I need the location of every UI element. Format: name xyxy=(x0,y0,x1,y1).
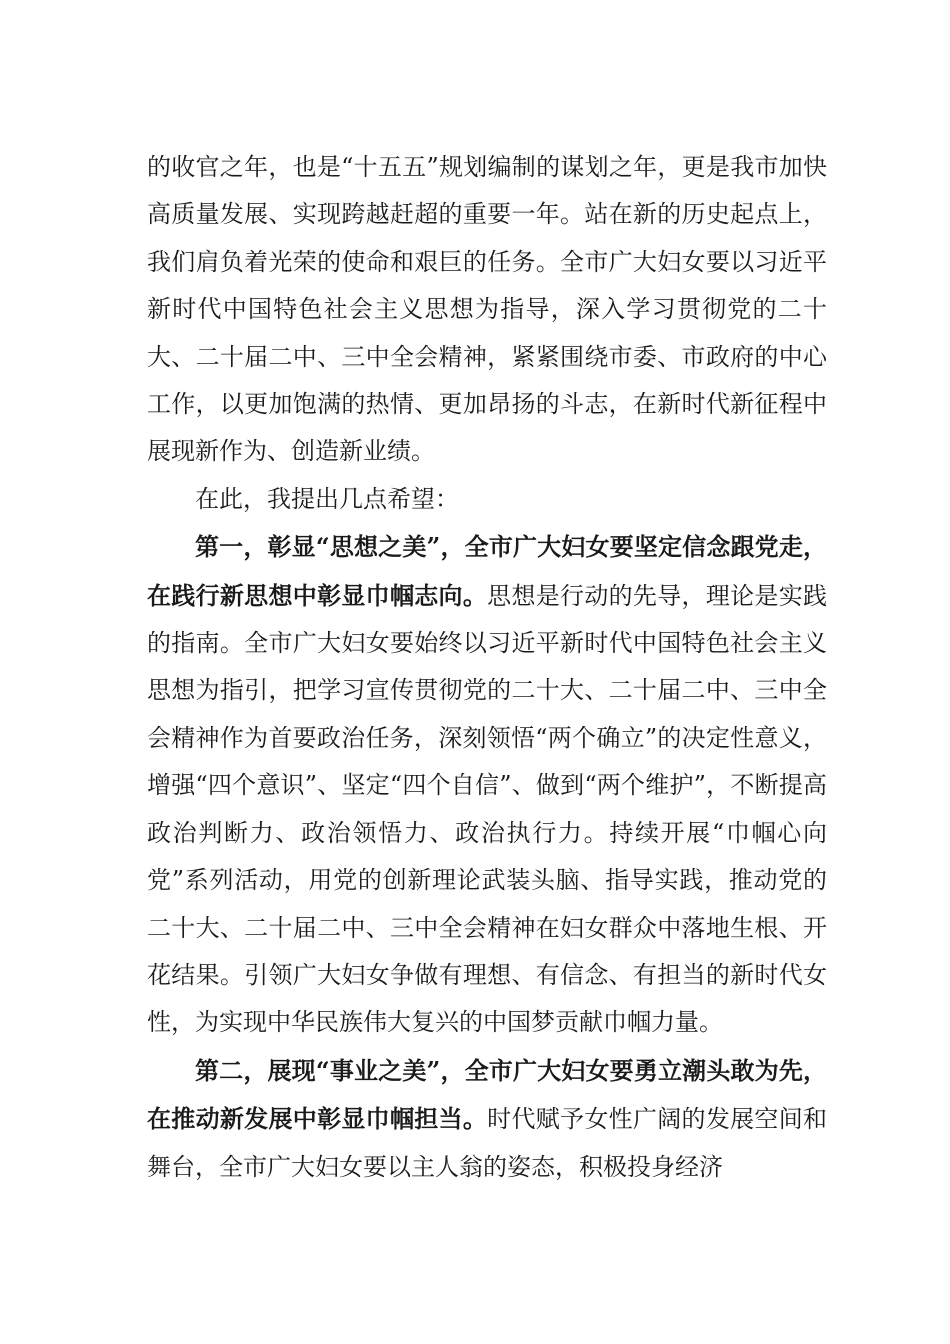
second-point-heading: 第二，展现“事业之美”，全市广大妇女要勇立潮头敢为先，在推动新发展中彰显巾帼担当。 xyxy=(147,1055,827,1134)
document-body xyxy=(147,144,827,1191)
paragraph-first-point xyxy=(147,523,827,1046)
paragraph-continuation: 的收官之年，也是“十五五”规划编制的谋划之年，更是我市加快高质量发展、实现跨越赶超的重要一年。站在新的历史起点上，我们肩负着光荣的使命和艰巨的任务。全市广大妇女要以习近平新时代中国特色社会主义思想为指导，深入学习贯彻党的二十大、二十届二中、三中全会精神，紧紧围绕市委、市政府的中心工作，以更加饱满的热情、更加昂扬的斗志，在新时代新征程中展现新作为、创造新业绩。 xyxy=(147,153,827,466)
first-point-heading: 第一，彰显“思想之美”，全市广大妇女要坚定信念跟党走，在践行新思想中彰显巾帼志向。 xyxy=(147,532,827,610)
second-point-body: 时代赋予女性广阔的发展空间和舞台，全市广大妇女要以主人翁的姿态，积极投身经济 xyxy=(147,1105,828,1181)
first-point-body: 思想是行动的先导，理论是实践的指南。全市广大妇女要始终以习近平新时代中国特色社会主义思想为指引，把学习宣传贯彻党的二十大、二十届二中、三中全会精神作为首要政治任务，深刻领悟“两个确立”的决定性意义，增强“四个意识”、坚定“四个自信”、做到“两个维护”，不断提高政治判断力、政治领悟力、政治执行力。持续开展“巾帼心向党”系列活动，用党的创新理论武装头脑、指导实践，推动党的二十大、二十届二中、三中全会精神在妇女群众中落地生根、开花结果。引领广大妇女争做有理想、有信念、有担当的新时代女性，为实现中华民族伟大复兴的中国梦贡献巾帼力量。 xyxy=(147,581,828,1037)
paragraph-hopes-intro: 在此，我提出几点希望： xyxy=(195,484,459,513)
paragraph-second-point xyxy=(147,1047,827,1191)
